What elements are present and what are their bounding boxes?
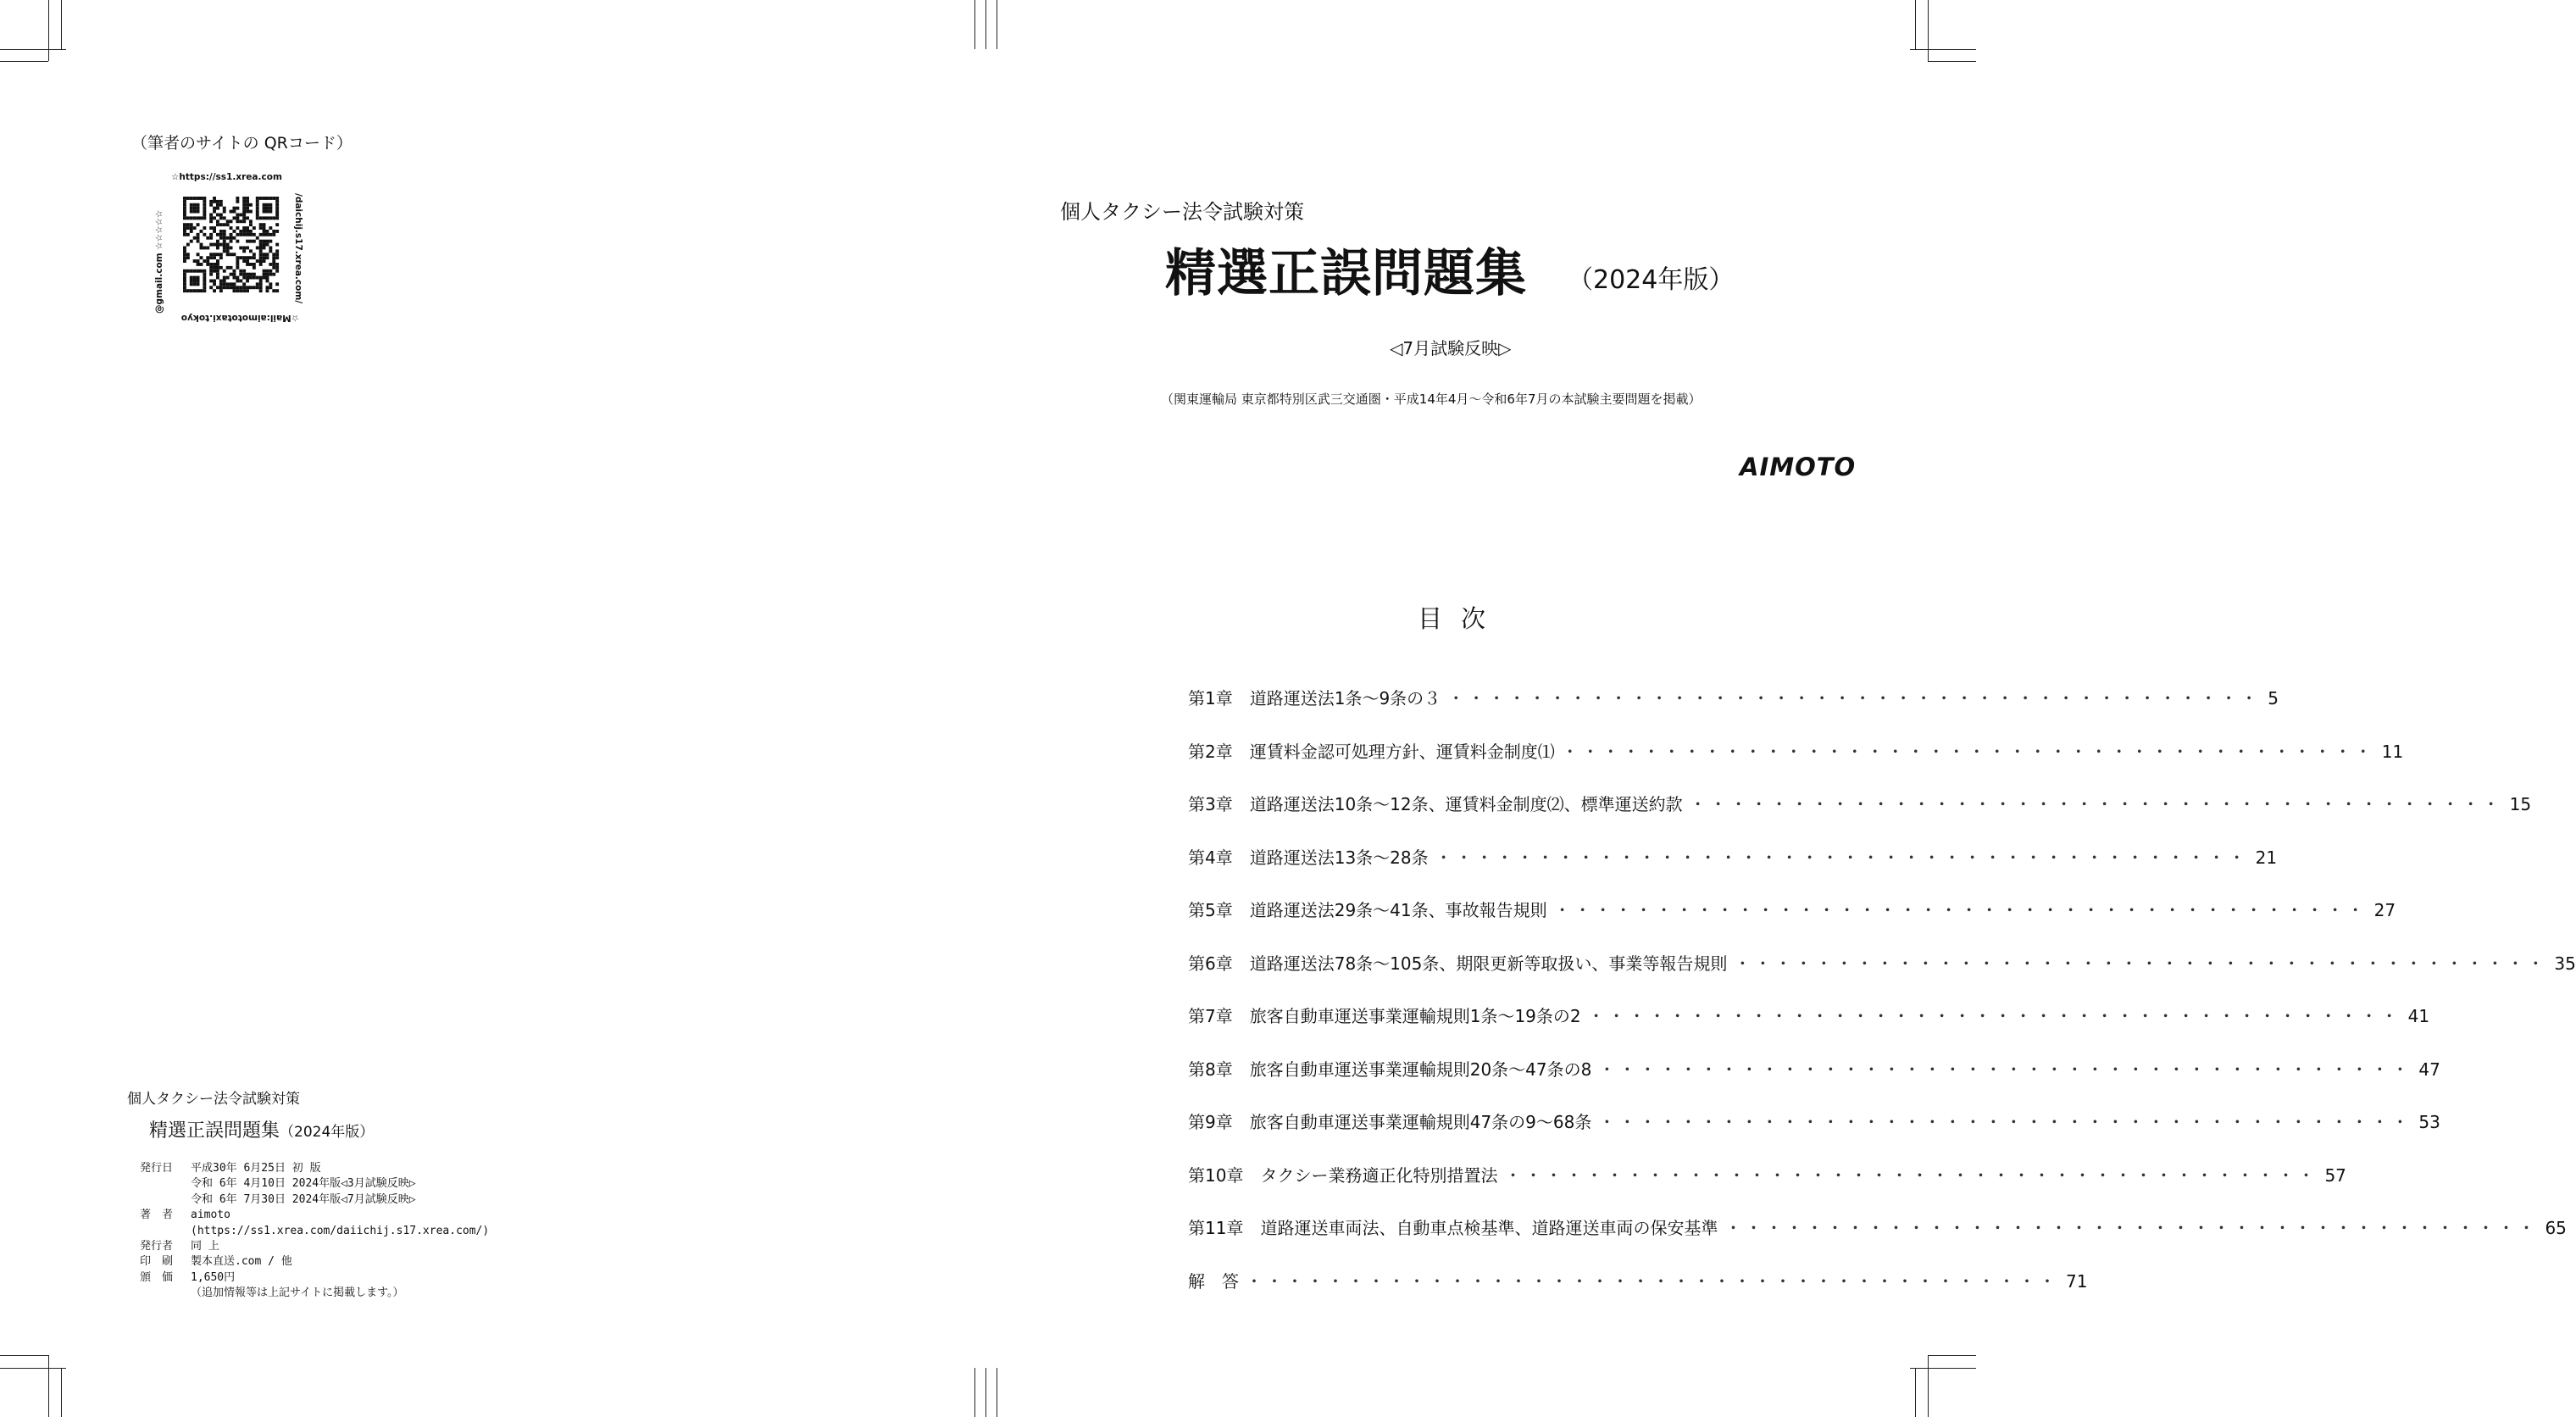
toc-entry-title: 道路運送法13条～28条 [1249,847,1429,868]
qr-code-block [151,169,308,323]
toc-entry[interactable] [1188,1003,2430,1056]
qr-top-text: ☆https://ss1.xrea.com [171,172,282,182]
crop-mark [0,61,48,62]
toc-entry-title: 旅客自動車運送事業運輸規則20条～47条の8 [1249,1059,1592,1080]
series-label: 個人タクシー法令試験対策 [1060,200,1304,224]
toc-entry-title: 道路運送法29条～41条、事故報告規則 [1249,900,1547,920]
toc-entry[interactable] [1188,950,2576,1003]
colophon-key: 発行日 [140,1162,174,1175]
toc-chapter: 第4章 [1188,847,1233,868]
crop-mark [1928,0,1929,61]
colophon-key [140,1176,191,1192]
toc-leader: ・・・・・・・・・・・・・・・・・・・・・・・・・・・・・・・・・・・・・・・・ [1553,900,2368,920]
colophon-value: 1,650円 [191,1270,236,1284]
toc-chapter: 第1章 [1188,688,1233,708]
toc-entry[interactable] [1188,685,2279,738]
toc-leader: ・・・・・・・・・・・・・・・・・・・・・・・・・・・・・・・・・・・・・・・・ [1435,847,2249,868]
toc-page: 57 [2324,1164,2346,1186]
colophon-value: (https://ss1.xrea.com/daiichij.s17.xrea.com/) [191,1224,490,1237]
toc-leader: ・・・・・・・・・・・・・・・・・・・・・・・・・・・・・・・・・・・・・・・・ [1734,953,2548,974]
toc-leader: ・・・・・・・・・・・・・・・・・・・・・・・・・・・・・・・・・・・・・・・・ [1587,1006,2401,1026]
toc-leader: ・・・・・・・・・・・・・・・・・・・・・・・・・・・・・・・・・・・・・・・・ [1504,1164,2318,1186]
toc-leader: ・・・・・・・・・・・・・・・・・・・・・・・・・・・・・・・・・・・・・・・・ [1724,1218,2539,1238]
colophon-book-title [149,1116,374,1142]
toc-entry-title: 旅客自動車運送事業運輸規則1条～19条の2 [1249,1006,1581,1026]
crop-mark [1910,1368,1976,1369]
toc-entry[interactable] [1188,791,2532,844]
crop-mark [48,0,49,61]
qr-right-text: /daichij.s17.xrea.com/ [293,193,303,304]
colophon-key [140,1224,191,1239]
toc-leader: ・・・・・・・・・・・・・・・・・・・・・・・・・・・・・・・・・・・・・・・・ [1447,688,2262,708]
colophon-value: 令和 6年 7月30日 2024年版◁7月試験反映▷ [191,1192,416,1206]
toc-leader: ・・・・・・・・・・・・・・・・・・・・・・・・・・・・・・・・・・・・・・・・ [1561,741,2375,762]
toc-leader: ・・・・・・・・・・・・・・・・・・・・・・・・・・・・・・・・・・・・・・・・ [1598,1112,2412,1132]
toc-chapter: 第5章 [1188,900,1233,920]
colophon-key: 頒 価 [140,1270,174,1284]
toc-entry-title: 運賃料金認可処理方針、運賃料金制度⑴ [1249,741,1555,762]
toc-entry-title: 旅客自動車運送事業運輸規則47条の9～68条 [1249,1112,1592,1132]
crop-mark [1928,1355,1976,1356]
crop-mark [985,1368,986,1417]
colophon-value: aimoto [191,1209,230,1222]
toc-leader: ・・・・・・・・・・・・・・・・・・・・・・・・・・・・・・・・・・・・・・・・ [1689,794,2503,814]
colophon-key: 著 者 [140,1209,174,1222]
colophon-row [140,1270,489,1286]
crop-mark [61,1368,62,1417]
toc-page: 65 [2545,1218,2567,1238]
coverage-note: （関東運輸局 東京都特別区武三交通圏・平成14年4月～令和6年7月の本試験主要問題を掲載） [1161,392,1702,407]
toc-page: 41 [2407,1006,2430,1026]
toc-chapter: 第11章 [1188,1218,1244,1238]
colophon-title: 精選正誤問題集 [149,1120,280,1142]
colophon-heading [127,1086,374,1142]
toc-page: 21 [2255,847,2278,868]
qr-code-icon [151,169,308,323]
table-of-contents [1188,685,2576,1320]
toc-chapter: 第8章 [1188,1059,1233,1080]
colophon-row [140,1208,489,1223]
colophon-value: 令和 6年 4月10日 2024年版◁3月試験反映▷ [191,1177,416,1191]
crop-mark [985,0,986,49]
toc-entry[interactable] [1188,1268,2088,1321]
toc-chapter: 第9章 [1188,1112,1233,1132]
crop-mark [0,1355,48,1356]
crop-mark [1928,61,1976,62]
toc-page: 15 [2509,794,2532,814]
qr-caption: （筆者のサイトの QRコード） [131,134,353,153]
toc-chapter: 第6章 [1188,953,1233,974]
toc-leader: ・・・・・・・・・・・・・・・・・・・・・・・・・・・・・・・・・・・・・・・・ [1246,1270,2059,1292]
toc-entry[interactable] [1188,1109,2440,1162]
colophon-row [140,1239,489,1254]
toc-page: 71 [2066,1270,2088,1292]
toc-entry-title: 道路運送法1条～9条の３ [1249,688,1441,708]
colophon-row [140,1161,489,1176]
toc-page: 35 [2554,953,2576,974]
author-brand: AIMOTO [1740,453,1857,481]
colophon-row [140,1286,489,1301]
toc-page: 47 [2418,1059,2440,1080]
toc-entry-title: 道路運送車両法、自動車点検基準、道路運送車両の保安基準 [1260,1218,1718,1238]
crop-mark [48,1355,49,1417]
colophon-row [140,1176,489,1192]
book-title: 精選正誤問題集 [1165,244,1527,303]
crop-mark [61,0,62,49]
crop-mark [0,1368,66,1369]
toc-page: 11 [2381,741,2404,762]
toc-leader: ・・・・・・・・・・・・・・・・・・・・・・・・・・・・・・・・・・・・・・・・ [1598,1059,2412,1080]
toc-entry[interactable] [1188,738,2404,792]
toc-entry[interactable] [1188,1056,2440,1109]
colophon-key: 印 刷 [140,1255,174,1269]
toc-entry-title: 道路運送法78条～105条、期限更新等取扱い、事業等報告規則 [1249,953,1728,974]
colophon-table [140,1161,489,1302]
crop-mark [1910,49,1976,50]
colophon-series: 個人タクシー法令試験対策 [127,1091,300,1108]
toc-entry[interactable] [1188,897,2396,950]
qr-left-text: @gmail.com ☆☆☆☆☆ [154,209,164,314]
colophon-value: 同 上 [191,1240,219,1253]
toc-chapter: 第2章 [1188,741,1233,762]
colophon-key [140,1192,191,1208]
colophon-row [140,1192,489,1208]
colophon-row [140,1254,489,1270]
toc-page: 53 [2418,1112,2440,1132]
colophon-row [140,1224,489,1239]
toc-chapter: 解 答 [1188,1270,1239,1292]
colophon-value: 平成30年 6月25日 初 版 [191,1162,321,1175]
crop-mark [1915,1368,1916,1417]
crop-mark [1915,0,1916,49]
toc-page: 27 [2373,900,2396,920]
toc-entry[interactable] [1188,844,2278,897]
toc-entry-title: 道路運送法10条～12条、運賃料金制度⑵、標準運送約款 [1249,794,1683,814]
toc-chapter: 第7章 [1188,1006,1233,1026]
crop-mark [1928,1355,1929,1417]
toc-chapter: 第3章 [1188,794,1233,814]
colophon-value: （追加情報等は上記サイトに掲載します。） [191,1286,404,1300]
crop-mark [0,49,66,50]
toc-entry[interactable] [1188,1214,2567,1268]
book-subtitle: ◁7月試験反映▷ [1390,338,1512,358]
colophon-edition: （2024年版） [280,1124,375,1141]
crop-mark [974,1368,975,1417]
toc-chapter: 第10章 [1188,1164,1244,1186]
crop-mark [974,0,975,49]
toc-title: 目次 [1418,604,1505,633]
colophon-key [140,1286,191,1301]
toc-entry-title: タクシー業務適正化特別措置法 [1260,1164,1498,1186]
qr-bottom-text: ☆Mail:aimototaxi.tokyo [180,313,299,323]
colophon-value: 製本直送.com / 他 [191,1255,292,1269]
toc-entry[interactable] [1188,1162,2346,1215]
book-edition: （2024年版） [1568,265,1735,295]
colophon-key: 発行者 [140,1240,174,1253]
toc-page: 5 [2268,688,2279,708]
